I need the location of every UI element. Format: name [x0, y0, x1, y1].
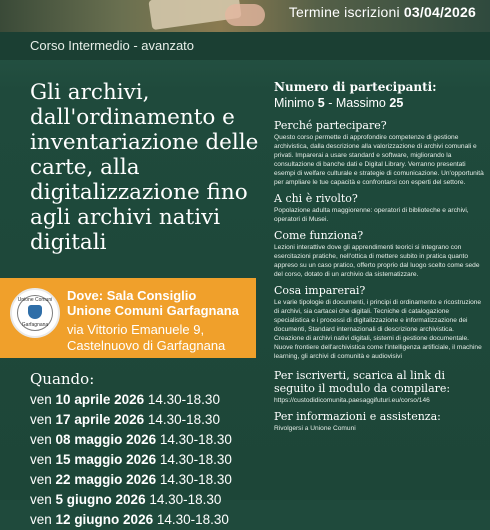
logo-text-bottom: Garfagnana [21, 322, 49, 328]
participants-separator: - [328, 96, 333, 110]
who-body: Popolazione adulta maggiorenne: operatori di biblioteche e archivi, operatori di Musei. [274, 207, 469, 223]
hand-image [225, 4, 265, 26]
info-heading: Per informazioni e assistenza: [274, 410, 441, 423]
schedule-day: ven [30, 412, 52, 427]
why-body: Questo corso permette di approfondire competenze di gestione archivistica, dalla descrizione alla valorizzazione di archivi comunali e privati. Imparerai a usare standard e software, migliorando la consultazione di banche dati e Digital Library. Verranno presentati esempi di welfare culturale e strategie di comunicazione. Un'opportunità per ampliare le tue capacità e confrontarsi con esperti del settore. [274, 134, 484, 186]
schedule-date: 12 giugno 2026 [55, 512, 154, 527]
venue-line-2: Unione Comuni Garfagnana [67, 303, 239, 318]
registration-deadline [289, 4, 476, 20]
enroll-heading: Per iscriverti, scarica al link di seguito il modulo da compilare: [274, 369, 451, 395]
deadline-label: Termine iscrizioni [288, 4, 400, 20]
unione-comuni-logo [10, 288, 60, 338]
how-body: Lezioni interattive dove gli apprendimenti teorici si integrano con esercitazioni pratiche, nell'ottica di mettere subito in pratica quanto appreso su un caso pratico, offerto proprio dal luogo scelto come sede del corso, dotato di un archivio da sistematizzare. [274, 244, 480, 278]
venue-address: via Vittorio Emanuele 9, [67, 322, 205, 337]
venue-town: Castelnuovo di Garfagnana [67, 338, 226, 353]
schedule-time: 14.30-18.30 [159, 472, 232, 487]
schedule-day: ven [30, 392, 52, 407]
participants-heading: Numero di partecipanti: [274, 80, 437, 94]
participants-min-label: Minimo [274, 96, 315, 110]
course-title: Gli archivi, dall'ordinamento e inventariazione delle carte, alla digitalizzazione fino agli archivi nativi digitali [30, 80, 259, 255]
who-heading: A chi è rivolto? [274, 192, 358, 205]
schedule-item [30, 470, 232, 490]
schedule-date: 15 maggio 2026 [55, 452, 157, 467]
enroll-link[interactable]: https://custodidicomunita.paesaggifuturi.eu/corso/146 [274, 397, 430, 404]
schedule-heading: Quando: [30, 370, 95, 388]
schedule-day: ven [30, 472, 52, 487]
schedule-time: 14.30-18.30 [159, 432, 232, 447]
schedule-date: 10 aprile 2026 [55, 392, 145, 407]
schedule-time: 14.30-18.30 [159, 452, 232, 467]
schedule-day: ven [30, 432, 52, 447]
schedule-list [30, 390, 232, 530]
schedule-time: 14.30-18.30 [147, 392, 220, 407]
venue-line-1: Dove: Sala Consiglio [67, 288, 197, 303]
how-heading: Come funziona? [274, 229, 364, 242]
schedule-item [30, 450, 232, 470]
why-heading: Perché partecipare? [274, 119, 387, 132]
schedule-date: 5 giugno 2026 [55, 492, 146, 507]
schedule-date: 08 maggio 2026 [55, 432, 157, 447]
course-level: Corso Intermedio - avanzato [30, 38, 195, 53]
learn-heading: Cosa imparerai? [274, 284, 366, 297]
schedule-item [30, 390, 232, 410]
participants-max-label: Massimo [335, 96, 386, 110]
info-body: Rivolgersi a Unione Comuni [274, 425, 356, 432]
schedule-date: 22 maggio 2026 [55, 472, 157, 487]
participants-max: 25 [389, 96, 404, 110]
schedule-time: 14.30-18.30 [149, 492, 222, 507]
schedule-item [30, 510, 232, 530]
schedule-item [30, 410, 232, 430]
schedule-item [30, 430, 232, 450]
participants-range [274, 95, 484, 111]
schedule-day: ven [30, 492, 52, 507]
schedule-date: 17 aprile 2026 [55, 412, 145, 427]
info-column [274, 80, 484, 438]
schedule-time: 14.30-18.30 [147, 412, 220, 427]
schedule-day: ven [30, 512, 52, 527]
schedule-time: 14.30-18.30 [156, 512, 229, 527]
schedule-day: ven [30, 452, 52, 467]
learn-body: Le varie tipologie di documenti, i principi di ordinamento e ricostruzione di archivi, sia cartacei che digitali. Tecniche di catalogazione specialistica e i processi di digitalizzazione e informatizzazione dei documenti, Standard internazionali di descrizione archivistica. Creazione di archivi nativi digitali, sistemi di gestione documentale. Nuove frontiere dell'archivistica come l'intelligenza artificiale, il machine learning, gli archivi di comunità e audiovisivi [274, 299, 482, 360]
participants-min: 5 [317, 96, 325, 110]
shield-icon [28, 305, 42, 319]
schedule-item [30, 490, 232, 510]
logo-text-top: Unione Comuni [17, 297, 53, 303]
deadline-date: 03/04/2026 [403, 4, 476, 20]
